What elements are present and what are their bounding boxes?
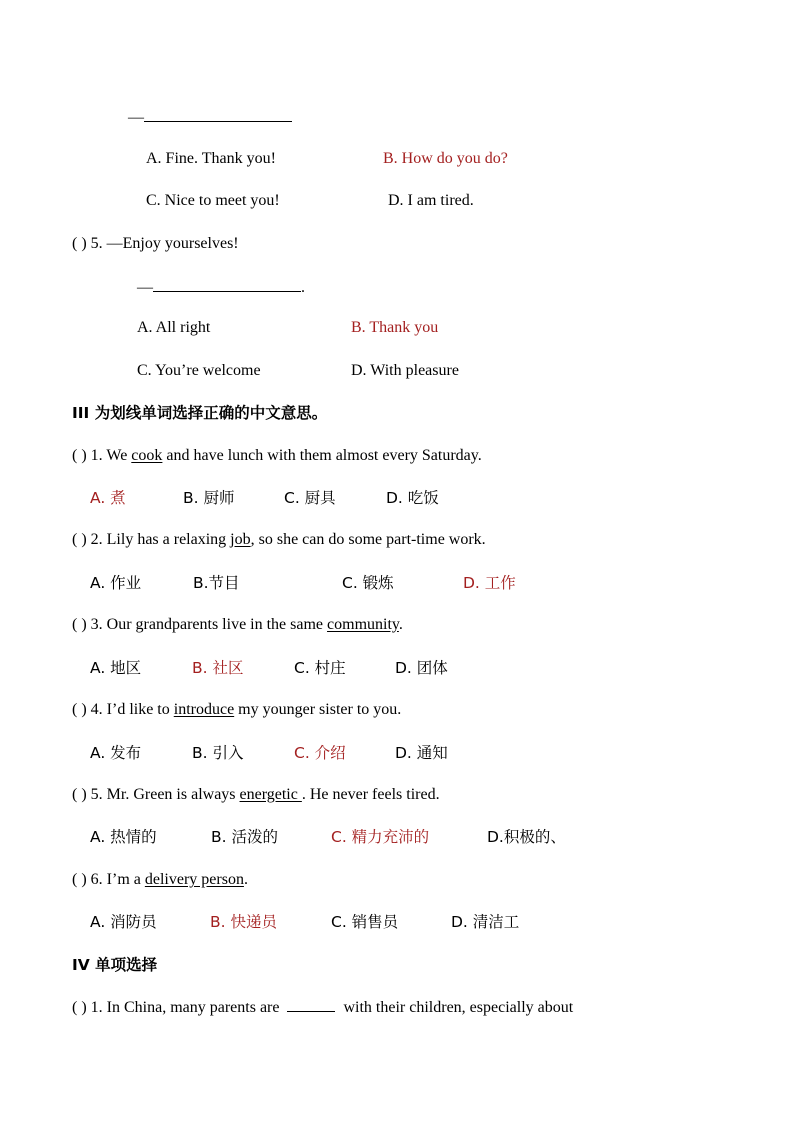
s4-q1-sentence: ( ) 1. In China, many parents are with their children, especially about: [72, 996, 573, 1019]
s3-q6-sentence: ( ) 6. I’m a delivery person.: [72, 871, 248, 888]
underlined-word: energetic: [239, 786, 302, 803]
s3-q2-sentence: ( ) 2. Lily has a relaxing job, so she can do some part-time work.: [72, 531, 486, 548]
underlined-word: delivery person: [144, 871, 244, 888]
q4-option-c: C. Nice to meet you!: [146, 192, 280, 209]
s3-q5-option-a: A. 热情的: [90, 828, 157, 846]
q5-option-c: C. You’re welcome: [137, 362, 261, 379]
s3-q1-option-d: D. 吃饭: [386, 489, 439, 507]
q4-option-d: D. I am tired.: [388, 192, 474, 209]
s3-q1-option-a: A. 煮: [90, 489, 126, 507]
s3-q5-option-c: C. 精力充沛的: [331, 828, 430, 846]
s3-q2-option-a: A. 作业: [90, 574, 142, 592]
underlined-word: job: [230, 531, 251, 548]
s3-q4-option-a: A. 发布: [90, 744, 142, 762]
dash: —: [128, 109, 144, 126]
s3-q4-option-d: D. 通知: [395, 744, 448, 762]
s3-q5-option-d: D.积极的、: [487, 828, 566, 846]
s3-q3-option-b: B. 社区: [192, 659, 244, 677]
s3-q2-option-c: C. 锻炼: [342, 574, 394, 592]
s3-q4-option-c: C. 介绍: [294, 744, 346, 762]
section-4-title: IV 单项选择: [72, 956, 158, 974]
underlined-word: introduce: [173, 701, 235, 718]
s3-q6-option-c: C. 销售员: [331, 913, 399, 931]
q5-option-d: D. With pleasure: [351, 362, 459, 379]
q5-question: ( ) 5. —Enjoy yourselves!: [72, 235, 239, 252]
s3-q2-option-d: D. 工作: [463, 574, 516, 592]
q5-option-a: A. All right: [137, 319, 211, 336]
s3-q6-option-d: D. 清洁工: [451, 913, 520, 931]
answer-blank[interactable]: [153, 276, 301, 292]
s3-q1-option-c: C. 厨具: [284, 489, 336, 507]
q4-answer-line: [128, 106, 292, 127]
s3-q3-option-d: D. 团体: [395, 659, 448, 677]
s3-q2-option-b: B.节目: [193, 574, 240, 592]
s3-q5-option-b: B. 活泼的: [211, 828, 278, 846]
underlined-word: community: [327, 616, 399, 633]
answer-blank[interactable]: [287, 996, 335, 1012]
s3-q3-sentence: ( ) 3. Our grandparents live in the same community.: [72, 616, 403, 633]
q4-option-a: A. Fine. Thank you!: [146, 150, 276, 167]
s3-q5-sentence: ( ) 5. Mr. Green is always energetic . He never feels tired.: [72, 786, 440, 803]
q5-option-b: B. Thank you: [351, 319, 439, 336]
answer-blank[interactable]: [144, 106, 292, 122]
s3-q3-option-a: A. 地区: [90, 659, 142, 677]
s3-q4-option-b: B. 引入: [192, 744, 244, 762]
s3-q1-sentence: ( ) 1. We cook and have lunch with them almost every Saturday.: [72, 447, 482, 464]
q5-answer-line: [137, 276, 305, 297]
s3-q1-option-b: B. 厨师: [183, 489, 235, 507]
q4-option-b: B. How do you do?: [383, 150, 508, 167]
s3-q4-sentence: ( ) 4. I’d like to introduce my younger sister to you.: [72, 701, 402, 718]
s3-q6-option-b: B. 快递员: [210, 913, 277, 931]
period: .: [301, 279, 305, 296]
section-3-title: III 为划线单词选择正确的中文意思。: [72, 404, 328, 422]
s3-q6-option-a: A. 消防员: [90, 913, 157, 931]
dash: —: [137, 279, 153, 296]
underlined-word: cook: [131, 447, 163, 464]
s3-q3-option-c: C. 村庄: [294, 659, 346, 677]
